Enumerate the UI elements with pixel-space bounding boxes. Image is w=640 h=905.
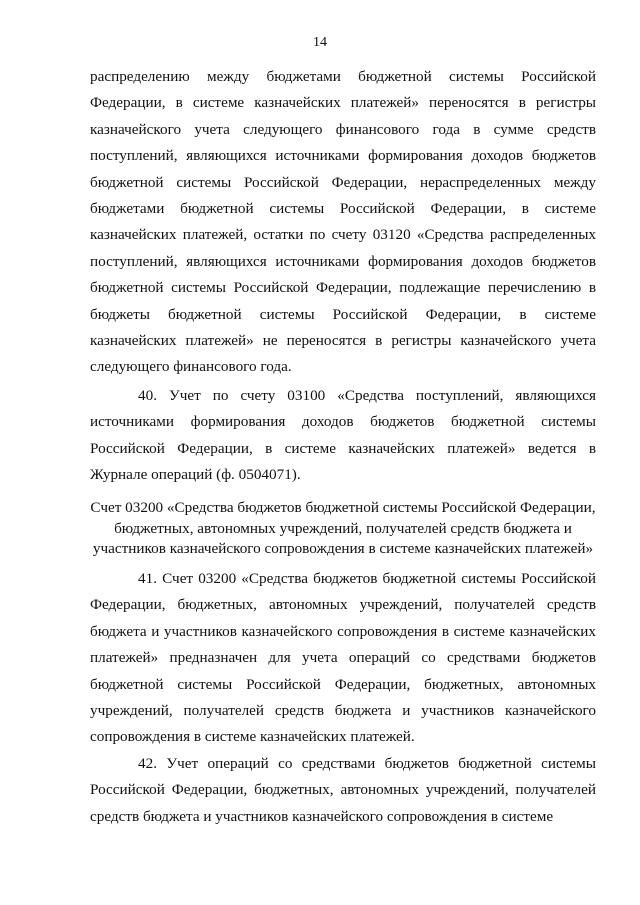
section-heading-line-1: Счет 03200 «Средства бюджетов бюджетной системы Российской Федерации, (90, 499, 596, 516)
section-heading-line-3: участников казначейского сопровождения в системе казначейских платежей» (92, 540, 594, 557)
section-heading (90, 498, 596, 560)
paragraph-continuation: распределению между бюджетами бюджетной системы Российской Федерации, в системе казначейских платежей» переносятся в регистры казначейского учета следующего финансового года в сумме средств поступлений, являющихся источниками формирования доходов бюджетов бюджетной системы Российской Федерации, нераспределенных между бюджетами бюджетной системы Российской Федерации, в системе казначейских платежей, остатки по счету 03120 «Средства распределенных поступлений, являющихся источниками формирования доходов бюджетов бюджетной системы Российской Федерации, подлежащие перечислению в бюджеты бюджетной системы Российской Федерации, в системе казначейских платежей» не переносятся в регистры казначейского учета следующего финансового года. (90, 68, 596, 376)
paragraph-40: 40. Учет по счету 03100 «Средства поступлений, являющихся источниками формирования доходов бюджетов бюджетной системы Российской Федерации, в системе казначейских платежей» ведется в Журнале операций (ф. 0504071). (90, 386, 596, 484)
document-body-bottom (90, 566, 596, 830)
paragraph-41: 41. Счет 03200 «Средства бюджетов бюджетной системы Российской Федерации, бюджетных, автономных учреждений, получателей средств бюджета и участников казначейского сопровождения в системе казначейских платежей» предназначен для учета операций со средствами бюджетов бюджетной системы Российской Федерации, бюджетных, автономных учреждений, получателей средств бюджета и участников казначейского сопровождения в системе казначейских платежей. (90, 570, 596, 746)
section-heading-line-2: бюджетных, автономных учреждений, получателей средств бюджета и (114, 519, 572, 537)
paragraph-42: 42. Учет операций со средствами бюджетов бюджетной системы Российской Федерации, бюджетных, автономных учреждений, получателей средств бюджета и участников казначейского сопровождения в системе (90, 754, 596, 825)
page-number: 14 (313, 35, 327, 50)
document-body-top (90, 64, 596, 489)
